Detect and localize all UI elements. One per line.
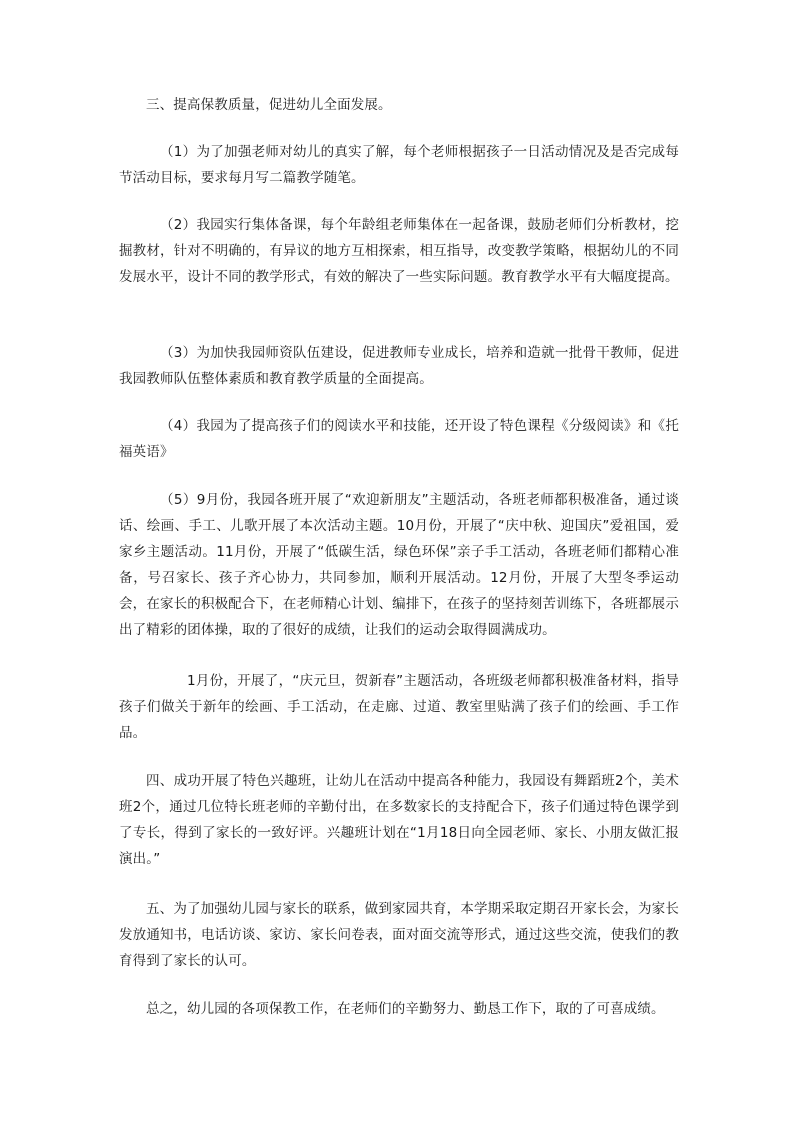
paragraph-conclusion: 总之，幼儿园的各项保教工作，在老师们的辛勤努力、勤恳工作下，取的了可喜成绩。: [146, 1001, 665, 1017]
paragraph-item-1: （1）为了加强老师对幼儿的真实了解，每个老师根据孩子一日活动情况及是否完成每节活动目标，要求每月写二篇教学随笔。: [119, 144, 679, 186]
paragraph-item-2: （2）我园实行集体备课，每个年龄组老师集体在一起备课，鼓励老师们分析教材，挖掘教材，针对不明确的，有异议的地方互相探索，相互指导，改变教学策略，根据幼儿的不同发展水平，设计不同的教学形式，有效的解决了一些实际问题。教育教学水平有大幅度提高。: [119, 217, 679, 285]
paragraph-section-4: 四、成功开展了特色兴趣班，让幼儿在活动中提高各种能力，我园设有舞蹈班2个，美术班2个，通过几位特长班老师的辛勤付出，在多数家长的支持配合下，孩子们通过特色课学到了专长，得到了家长的一致好评。兴趣班计划在“1月18日向全园老师、家长、小朋友做汇报演出。”: [119, 773, 679, 867]
paragraph-section-3-heading: 三、提高保教质量，促进幼儿全面发展。: [146, 97, 392, 113]
paragraph-item-5: （5）9月份，我园各班开展了“欢迎新朋友”主题活动，各班老师都积极准备，通过谈话、绘画、手工、儿歌开展了本次活动主题。10月份，开展了“庆中秋、迎国庆”爱祖国，爱家乡主题活动。11月份，开展了“低碳生活，绿色环保”亲子手工活动，各班老师们都精心准备，号召家长、孩子齐心协力，共同参加，顺利开展活动。12月份，开展了大型冬季运动会，在家长的积极配合下，在老师精心计划、编排下，在孩子的坚持刻苦训练下，各班都展示出了精彩的团体操，取的了很好的成绩，让我们的运动会取得圆满成功。: [119, 492, 679, 638]
paragraph-item-3: （3）为加快我园师资队伍建设，促进教师专业成长，培养和造就一批骨干教师，促进我园教师队伍整体素质和教育教学质量的全面提高。: [119, 345, 679, 387]
paragraph-item-4: （4）我园为了提高孩子们的阅读水平和技能，还开设了特色课程《分级阅读》和《托福英语》: [119, 418, 679, 460]
paragraph-section-5: 五、为了加强幼儿园与家长的联系，做到家园共育，本学期采取定期召开家长会，为家长发放通知书，电话访谈、家访、家长问卷表，面对面交流等形式，通过这些交流，使我们的教育得到了家长的认可。: [119, 901, 679, 969]
paragraph-january-activities: 1月份，开展了，“庆元旦，贺新春”主题活动，各班级老师都积极准备材料，指导孩子们做关于新年的绘画、手工活动，在走廊、过道、教室里贴满了孩子们的绘画、手工作品。: [119, 673, 679, 741]
